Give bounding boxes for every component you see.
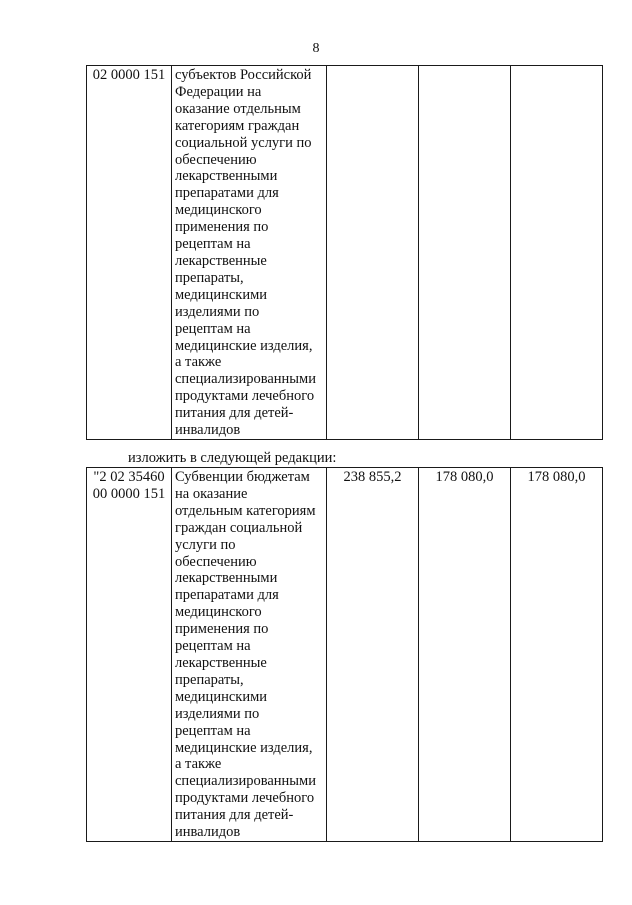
item-name-line: на оказание [175, 485, 248, 502]
item-name [175, 67, 323, 439]
amount-cell-year-3 [511, 66, 603, 440]
item-name-line: продуктами лечебного [175, 388, 315, 405]
item-name-cell [172, 468, 327, 842]
item-name-line: препараты, [175, 671, 244, 688]
item-name-line: рецептам на [175, 722, 251, 739]
item-name-line: изделиями по [175, 705, 260, 722]
item-name-line: применения по [175, 219, 269, 236]
budget-code: 02 0000 151 [92, 67, 166, 83]
amendment-instruction: изложить в следующей редакции: [128, 450, 337, 466]
item-name-line: инвалидов [175, 422, 241, 439]
budget-code-cell [87, 66, 172, 440]
amount-cell-year-2: 178 080,0 [419, 468, 511, 842]
item-name-line: медицинского [175, 202, 262, 219]
item-name [175, 469, 323, 841]
amount-cell-year-1: 238 855,2 [327, 468, 419, 842]
item-name-line: медицинские изделия, [175, 739, 313, 756]
item-name-line: Федерации на [175, 83, 262, 100]
item-name-line: медицинскими [175, 688, 268, 705]
page-number: 8 [312, 41, 320, 56]
amount-cell-year-3: 178 080,0 [511, 468, 603, 842]
budget-code-line-1: "2 02 35460 [93, 469, 165, 485]
item-name-line: изделиями по [175, 303, 260, 320]
item-name-line: лекарственными [175, 168, 278, 185]
table-row [87, 468, 603, 842]
item-name-line: препаратами для [175, 185, 279, 202]
item-name-line: лекарственные [175, 654, 267, 671]
budget-table-new-wording [86, 467, 603, 842]
item-name-line: а также [175, 354, 222, 371]
budget-code-line-2: 00 0000 151 [92, 485, 166, 502]
item-name-line: применения по [175, 621, 269, 638]
item-name-line: медицинского [175, 604, 262, 621]
item-name-cell [172, 66, 327, 440]
item-name-line: специализированными [175, 371, 316, 388]
item-name-line: препараты, [175, 269, 244, 286]
item-name-line: рецептам на [175, 236, 251, 253]
item-name-line: обеспечению [175, 151, 257, 168]
item-name-line: медицинскими [175, 286, 268, 303]
item-name-line: отдельным категориям [175, 502, 316, 519]
item-name-line: категориям граждан [175, 117, 300, 134]
item-name-line: Субвенции бюджетам [175, 469, 310, 485]
item-name-line: субъектов Российской [175, 67, 312, 83]
item-name-line: инвалидов [175, 824, 241, 841]
item-name-line: социальной услуги по [175, 134, 312, 151]
amount-cell-year-2 [419, 66, 511, 440]
item-name-line: медицинские изделия, [175, 337, 313, 354]
item-name-line: питания для детей- [175, 405, 294, 422]
item-name-line: лекарственными [175, 570, 278, 587]
item-name-line: граждан социальной [175, 519, 303, 536]
amount-cell-year-1 [327, 66, 419, 440]
item-name-line: рецептам на [175, 320, 251, 337]
item-name-line: питания для детей- [175, 807, 294, 824]
item-name-line: продуктами лечебного [175, 790, 315, 807]
item-name-line: оказание отдельным [175, 100, 301, 117]
table-row [87, 66, 603, 440]
item-name-line: а также [175, 756, 222, 773]
budget-table-upper-fragment [86, 65, 603, 440]
item-name-line: услуги по [175, 536, 236, 553]
item-name-line: препаратами для [175, 587, 279, 604]
item-name-line: лекарственные [175, 252, 267, 269]
budget-code-cell [87, 468, 172, 842]
item-name-line: специализированными [175, 773, 316, 790]
item-name-line: обеспечению [175, 553, 257, 570]
item-name-line: рецептам на [175, 638, 251, 655]
